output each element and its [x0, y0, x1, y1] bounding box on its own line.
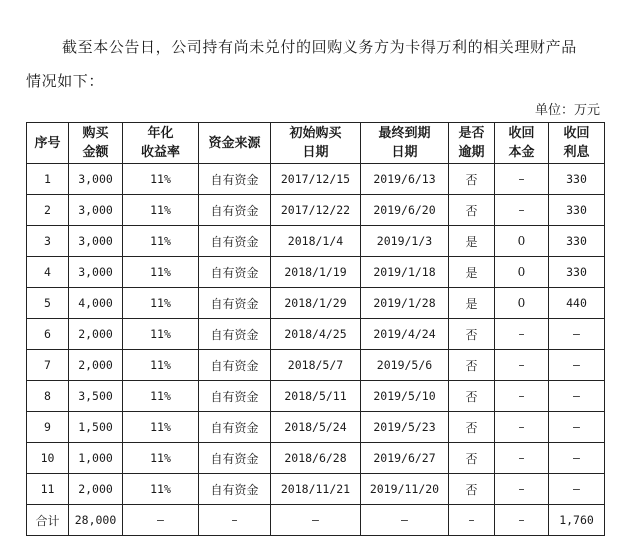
table-cell: 自有资金: [199, 164, 271, 195]
table-cell: 2018/5/24: [271, 412, 361, 443]
column-header-text: 日期: [391, 145, 418, 160]
table-cell: 11%: [123, 443, 199, 474]
table-cell: 11%: [123, 381, 199, 412]
table-cell: 是: [449, 257, 495, 288]
table-cell: 2017/12/22: [271, 195, 361, 226]
table-cell: 11%: [123, 195, 199, 226]
table-cell: 8: [27, 381, 69, 412]
table-cell: 自有资金: [199, 226, 271, 257]
table-cell: –: [549, 412, 605, 443]
table-cell: 是: [449, 226, 495, 257]
table-row: [27, 412, 605, 443]
table-cell: 2019/5/23: [361, 412, 449, 443]
column-header-text: 逾期: [458, 145, 485, 160]
table-cell: 2,000: [69, 474, 123, 505]
table-cell: 否: [449, 319, 495, 350]
column-header-text: 是否: [458, 126, 485, 141]
table-row: [27, 381, 605, 412]
table-cell: 2019/1/28: [361, 288, 449, 319]
table-cell: 3,000: [69, 195, 123, 226]
table-cell: –: [271, 505, 361, 536]
table-cell: 3,500: [69, 381, 123, 412]
table-cell: 自有资金: [199, 350, 271, 381]
table-row: [27, 474, 605, 505]
table-cell: –: [361, 505, 449, 536]
table-cell: 自有资金: [199, 195, 271, 226]
table-cell: –: [495, 443, 549, 474]
table-row: [27, 195, 605, 226]
table-cell: 6: [27, 319, 69, 350]
table-cell: 1,500: [69, 412, 123, 443]
table-cell: 28,000: [69, 505, 123, 536]
table-cell: 2019/1/3: [361, 226, 449, 257]
table-cell: –: [549, 474, 605, 505]
table-cell: 3,000: [69, 257, 123, 288]
table-cell: 1,000: [69, 443, 123, 474]
table-cell: 2018/1/19: [271, 257, 361, 288]
table-cell: 11%: [123, 319, 199, 350]
table-cell: 9: [27, 412, 69, 443]
table-cell: 自有资金: [199, 412, 271, 443]
column-header-text: 收回: [563, 126, 590, 141]
table-cell: 2,000: [69, 319, 123, 350]
table-cell: 1: [27, 164, 69, 195]
table-cell: 自有资金: [199, 474, 271, 505]
table-cell: 11%: [123, 350, 199, 381]
table-cell: 2019/6/27: [361, 443, 449, 474]
table-cell: –: [495, 319, 549, 350]
table-cell: –: [495, 164, 549, 195]
table-cell: 1,760: [549, 505, 605, 536]
table-cell: 2018/1/4: [271, 226, 361, 257]
table-cell: 2018/5/7: [271, 350, 361, 381]
table-cell: 2018/1/29: [271, 288, 361, 319]
column-header: [123, 123, 199, 164]
table-cell: –: [549, 381, 605, 412]
table-cell: 自有资金: [199, 288, 271, 319]
table-cell: 2019/11/20: [361, 474, 449, 505]
table-cell: 440: [549, 288, 605, 319]
intro-line-1: 截至本公告日，公司持有尚未兑付的回购义务方为卡得万利的相关理财产品: [62, 38, 577, 56]
table-cell: 11: [27, 474, 69, 505]
table-cell: 否: [449, 164, 495, 195]
table-cell: –: [495, 350, 549, 381]
table-row: [27, 164, 605, 195]
column-header: [449, 123, 495, 164]
column-header: [361, 123, 449, 164]
table-cell: 4,000: [69, 288, 123, 319]
column-header: [549, 123, 605, 164]
table-row: [27, 350, 605, 381]
table-cell: 2018/5/11: [271, 381, 361, 412]
table-cell: 2018/11/21: [271, 474, 361, 505]
table-cell: –: [199, 505, 271, 536]
column-header-text: 本金: [508, 145, 535, 160]
table-cell: 合计: [27, 505, 69, 536]
table-cell: –: [495, 381, 549, 412]
table-cell: 2,000: [69, 350, 123, 381]
table-cell: 2019/6/20: [361, 195, 449, 226]
intro-paragraph: [26, 30, 610, 98]
total-row: [27, 505, 605, 536]
table-cell: 3: [27, 226, 69, 257]
table-cell: 11%: [123, 288, 199, 319]
table-cell: 自有资金: [199, 319, 271, 350]
table-cell: –: [449, 505, 495, 536]
table-cell: –: [495, 412, 549, 443]
table-cell: –: [549, 350, 605, 381]
column-header-text: 初始购买: [289, 126, 342, 141]
table-cell: –: [549, 319, 605, 350]
column-header-text: 最终到期: [378, 126, 431, 141]
table-row: [27, 257, 605, 288]
table-cell: 否: [449, 443, 495, 474]
table-cell: 11%: [123, 412, 199, 443]
table-cell: 2019/5/6: [361, 350, 449, 381]
table-cell: 否: [449, 474, 495, 505]
unit-label: 单位：万元: [534, 103, 600, 118]
table-cell: 2019/1/18: [361, 257, 449, 288]
table-body: [27, 164, 605, 536]
table-cell: 7: [27, 350, 69, 381]
table-cell: 否: [449, 412, 495, 443]
table-row: [27, 226, 605, 257]
table-cell: 11%: [123, 474, 199, 505]
column-header: [69, 123, 123, 164]
table-cell: 11%: [123, 226, 199, 257]
table-cell: 自有资金: [199, 443, 271, 474]
table-cell: 4: [27, 257, 69, 288]
column-header: [271, 123, 361, 164]
column-header-text: 收回: [508, 126, 535, 141]
table-cell: 否: [449, 350, 495, 381]
table-cell: 2019/4/24: [361, 319, 449, 350]
column-header-text: 利息: [563, 145, 590, 160]
table-row: [27, 443, 605, 474]
column-header-text: 年化: [147, 126, 174, 141]
column-header-text: 资金来源: [208, 135, 261, 151]
table-row: [27, 319, 605, 350]
table-header-row: [27, 123, 605, 164]
column-header-text: 金额: [82, 145, 109, 160]
column-header: [199, 123, 271, 164]
table-cell: 11%: [123, 164, 199, 195]
table-cell: 11%: [123, 257, 199, 288]
table-cell: 自有资金: [199, 381, 271, 412]
table-cell: 0: [495, 257, 549, 288]
table-cell: 330: [549, 257, 605, 288]
table-cell: 5: [27, 288, 69, 319]
table-row: [27, 288, 605, 319]
table-cell: –: [549, 443, 605, 474]
table-cell: 2018/6/28: [271, 443, 361, 474]
table-cell: 2017/12/15: [271, 164, 361, 195]
intro-line-2: 情况如下：: [26, 72, 105, 90]
table-cell: 是: [449, 288, 495, 319]
table-cell: 3,000: [69, 164, 123, 195]
table-cell: 3,000: [69, 226, 123, 257]
column-header-text: 序号: [34, 135, 61, 151]
table-cell: 330: [549, 195, 605, 226]
column-header-text: 收益率: [140, 145, 180, 160]
table-cell: 否: [449, 381, 495, 412]
wealth-product-table: [26, 122, 605, 536]
column-header: [495, 123, 549, 164]
table-cell: 2018/4/25: [271, 319, 361, 350]
table-cell: 2: [27, 195, 69, 226]
table-cell: 10: [27, 443, 69, 474]
table-cell: 2019/5/10: [361, 381, 449, 412]
table-cell: –: [123, 505, 199, 536]
column-header-text: 日期: [302, 145, 329, 160]
table-cell: –: [495, 505, 549, 536]
table-cell: 330: [549, 164, 605, 195]
column-header-text: 购买: [82, 126, 109, 141]
table-cell: 330: [549, 226, 605, 257]
table-cell: –: [495, 474, 549, 505]
table-cell: –: [495, 195, 549, 226]
table-cell: 0: [495, 288, 549, 319]
table-cell: 0: [495, 226, 549, 257]
column-header: [27, 123, 69, 164]
table-cell: 否: [449, 195, 495, 226]
table-cell: 2019/6/13: [361, 164, 449, 195]
table-cell: 自有资金: [199, 257, 271, 288]
